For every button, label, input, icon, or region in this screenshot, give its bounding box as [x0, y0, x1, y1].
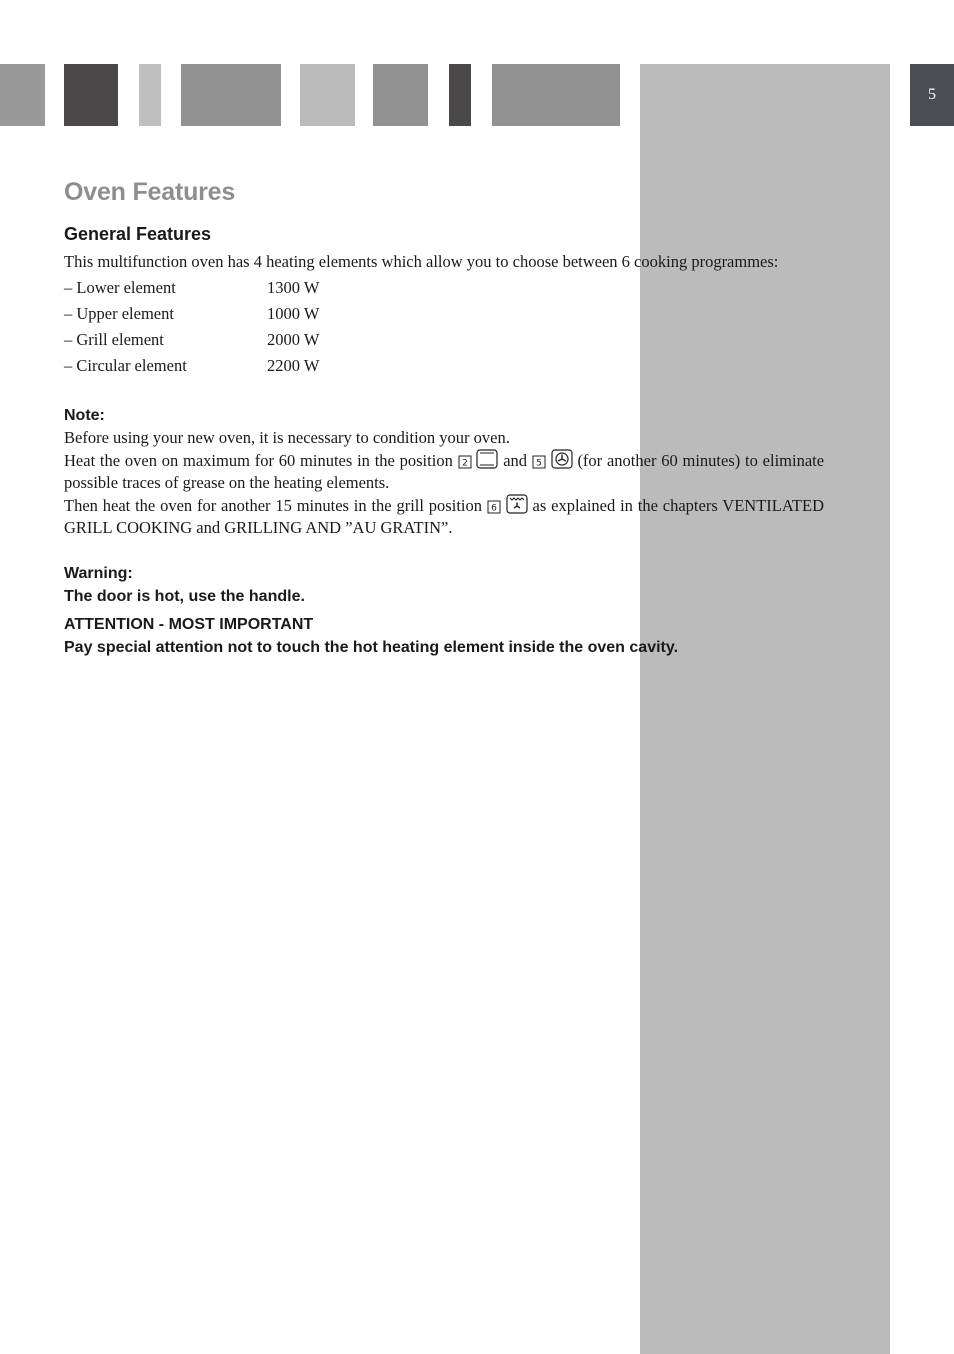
note-line-2: Heat the oven on maximum for 60 minutes in the position 2 and 5 (for another 60 minutes) to eliminate possible traces of grease on the heating elements.: [64, 451, 825, 492]
element-power: 2200 W: [267, 356, 320, 375]
page-content: [64, 178, 824, 659]
note-block: [64, 404, 824, 539]
header-block: [492, 64, 620, 126]
warning-text: The door is hot, use the handle.: [64, 588, 305, 605]
element-name: – Lower element: [64, 278, 176, 297]
list-item: [64, 275, 824, 301]
fan-oven-icon: [551, 449, 573, 469]
page-title: Oven Features: [64, 178, 236, 206]
heating-elements-list: [64, 275, 824, 379]
element-power: 1300 W: [267, 278, 320, 297]
warning-label: Warning:: [64, 565, 133, 582]
intro-paragraph: This multifunction oven has 4 heating elements which allow you to choose between 6 cooking programmes:: [64, 252, 779, 271]
position-number-icon: [532, 455, 546, 469]
svg-text:5: 5: [535, 458, 542, 469]
note-line-1: Before using your new oven, it is necessary to condition your oven.: [64, 428, 510, 447]
list-item: [64, 327, 824, 353]
position-number-icon: [458, 455, 472, 469]
header-block: [64, 64, 118, 126]
warning-block: [64, 562, 824, 659]
note-label: Note:: [64, 407, 105, 424]
header-block: [373, 64, 428, 126]
section-heading: General Features: [64, 224, 212, 244]
element-name: – Circular element: [64, 356, 187, 375]
static-oven-icon: [476, 449, 498, 469]
header-block: [449, 64, 471, 126]
attention-text: Pay special attention not to touch the hot heating element inside the oven cavity.: [64, 639, 679, 656]
position-number-icon: [487, 500, 501, 514]
page-number: 5: [910, 64, 954, 126]
header-block: [181, 64, 281, 126]
element-name: – Upper element: [64, 304, 174, 323]
header-block: [0, 64, 45, 126]
element-power: 1000 W: [267, 304, 320, 323]
svg-text:2: 2: [461, 458, 468, 469]
attention-title: ATTENTION - MOST IMPORTANT: [64, 616, 314, 633]
element-name: – Grill element: [64, 330, 164, 349]
header-block: [139, 64, 161, 126]
header-block: [300, 64, 355, 126]
fan-grill-icon: [506, 494, 528, 514]
svg-text:6: 6: [490, 503, 497, 514]
element-power: 2000 W: [267, 330, 320, 349]
list-item: [64, 301, 824, 327]
list-item: [64, 353, 824, 379]
note-line-3: Then heat the oven for another 15 minutes in the grill position 6 as explained in the chapters VENTILATED GRILL COOKING and GRILLING AND ”AU GRATIN”.: [64, 496, 825, 537]
